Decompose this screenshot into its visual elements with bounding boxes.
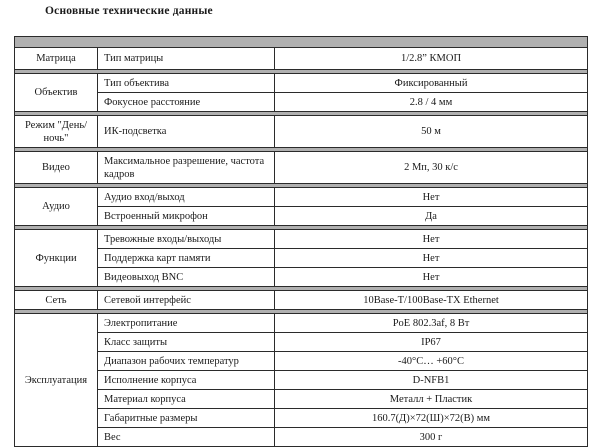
table-row [15, 371, 588, 390]
value-cell: IP67 [275, 333, 588, 352]
param-cell: Сетевой интерфейс [98, 291, 275, 310]
table-row [15, 249, 588, 268]
value-cell: Нет [275, 230, 588, 249]
table-row [15, 333, 588, 352]
table-row [15, 291, 588, 310]
param-cell: ИК-подсветка [98, 116, 275, 148]
table-row [15, 268, 588, 287]
value-cell: Да [275, 207, 588, 226]
param-cell: Видеовыход BNC [98, 268, 275, 287]
category-cell: Видео [15, 152, 98, 184]
param-cell: Исполнение корпуса [98, 371, 275, 390]
param-cell: Фокусное расстояние [98, 93, 275, 112]
value-cell: Металл + Пластик [275, 390, 588, 409]
category-cell: Сеть [15, 291, 98, 310]
table-row [15, 390, 588, 409]
param-cell: Тип матрицы [98, 48, 275, 70]
param-cell: Встроенный микрофон [98, 207, 275, 226]
value-cell: 1/2.8” КМОП [275, 48, 588, 70]
table-row [15, 188, 588, 207]
category-cell: Функции [15, 230, 98, 287]
value-cell: Нет [275, 268, 588, 287]
category-cell: Объектив [15, 74, 98, 112]
value-cell: Нет [275, 188, 588, 207]
param-cell: Максимальное разрешение, частота кадров [98, 152, 275, 184]
param-cell: Класс защиты [98, 333, 275, 352]
param-cell: Электропитание [98, 314, 275, 333]
table-row [15, 352, 588, 371]
table-row [15, 48, 588, 70]
param-cell: Аудио вход/выход [98, 188, 275, 207]
value-cell: Фиксированный [275, 74, 588, 93]
value-cell: D-NFB1 [275, 371, 588, 390]
value-cell: 50 м [275, 116, 588, 148]
value-cell: 160.7(Д)×72(Ш)×72(В) мм [275, 409, 588, 428]
page-title: Основные технические данные [45, 5, 213, 17]
value-cell: Нет [275, 249, 588, 268]
category-cell: Аудио [15, 188, 98, 226]
table-row [15, 74, 588, 93]
table-header-band-cell [15, 37, 588, 48]
param-cell: Тревожные входы/выходы [98, 230, 275, 249]
category-cell: Режим "День/ночь" [15, 116, 98, 148]
param-cell: Материал корпуса [98, 390, 275, 409]
table-row [15, 207, 588, 226]
spec-table-body [15, 37, 588, 447]
category-cell: Эксплуатация [15, 314, 98, 447]
param-cell: Поддержка карт памяти [98, 249, 275, 268]
value-cell: 2 Мп, 30 к/с [275, 152, 588, 184]
table-row [15, 314, 588, 333]
table-row [15, 116, 588, 148]
param-cell: Вес [98, 428, 275, 447]
table-row [15, 93, 588, 112]
table-row [15, 152, 588, 184]
param-cell: Тип объектива [98, 74, 275, 93]
param-cell: Диапазон рабочих температур [98, 352, 275, 371]
spec-table [14, 36, 588, 447]
category-cell: Матрица [15, 48, 98, 70]
value-cell: 10Base-T/100Base-TX Ethernet [275, 291, 588, 310]
value-cell: 2.8 / 4 мм [275, 93, 588, 112]
value-cell: -40°C… +60°C [275, 352, 588, 371]
param-cell: Габаритные размеры [98, 409, 275, 428]
table-row [15, 409, 588, 428]
table-row [15, 428, 588, 447]
table-header-band [15, 37, 588, 48]
value-cell: 300 г [275, 428, 588, 447]
value-cell: PoE 802.3af, 8 Вт [275, 314, 588, 333]
table-row [15, 230, 588, 249]
